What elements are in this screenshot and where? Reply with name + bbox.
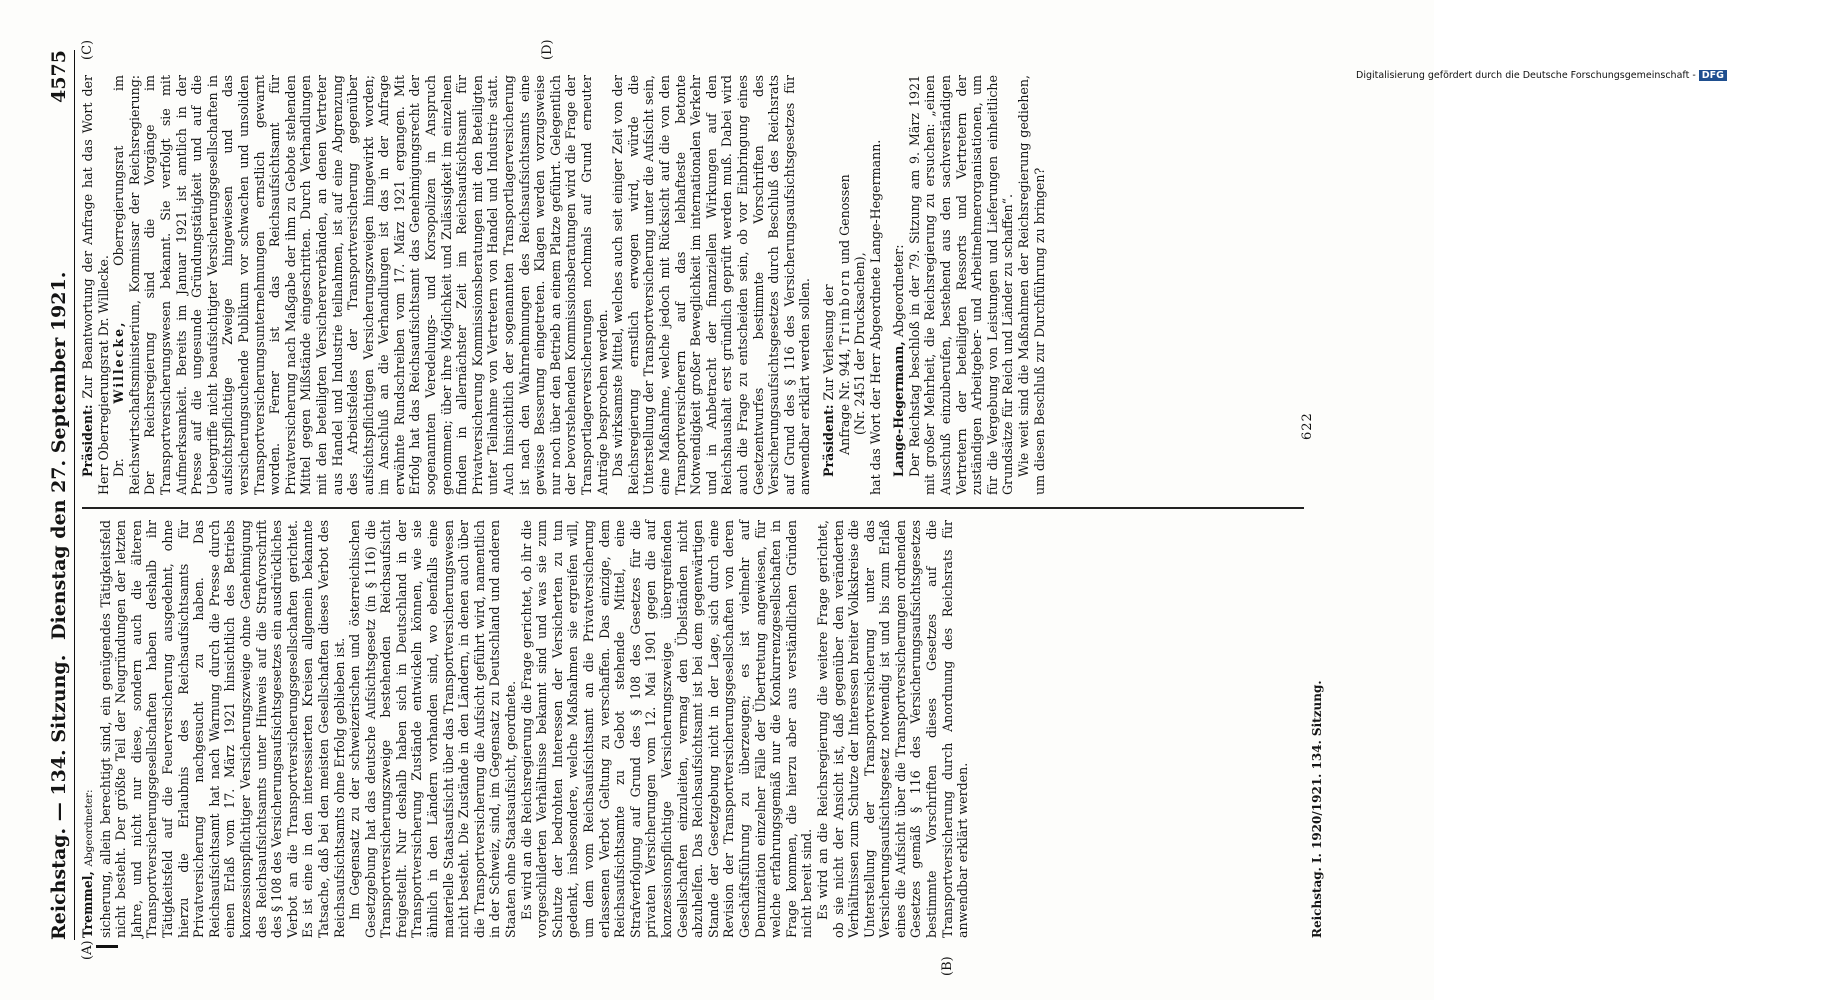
inquiry-line: (Nr. 2451 der Drucksachen),	[852, 252, 868, 435]
margin-bar	[96, 945, 118, 948]
paragraph: Es wird an die Reichsregierung die Frage gerichtet, ob ihr die vorgeschilderten Verhältnisse bekannt sind und was sie zum Schutze der bedrohten Interessen der Versicherten zu tun gedenkt, insbesondere, welche Maßnahmen sie ergreifen will, um dem vom Reichsaufsichtsamt an die Privatversicherung erlassenen Verbot Geltung zu verschaffen. Das einzige, dem Reichsaufsichtsamte zu Gebot stehende Mittel, eine Strafverfolgung auf Grund des § 108 des Gesetzes für die privaten Versicherungen vom 12. Mai 1901 gegen die auf konzessionspflichtige Versicherungszweige übergreifenden Gesellschaften einzuleiten, vermag den Übelständen nicht abzuhelfen. Das Reichsaufsichtsamt ist bei dem gegenwärtigen Stande der Gesetzgebung nicht in der Lage, sich durch eine Revision der Transportversicherungsgesellschaften von deren Geschäftsführung zu überzeugen; es ist vielmehr auf Denunziation einzelner Fälle der Übertretung angewiesen, für welche erfahrungsgemäß nur die Konkurrenzgesellschaften in Frage kommen, die hierzu aber aus verständlichen Gründen nicht bereit sind.	[518, 520, 815, 938]
margin-marker-c: (C)	[80, 39, 95, 60]
speaker-name: Präsident:	[820, 404, 836, 477]
speaker-name: Tremmel,	[80, 866, 95, 938]
speaker-role: Abgeordneter:	[83, 789, 95, 867]
margin-marker-b: (B)	[940, 956, 955, 976]
page-number: 4575	[48, 50, 70, 103]
paragraph: Wie weit sind die Maßnahmen der Reichsregierung gediehen, um diesen Beschluß zur Durchführung zu bringen?	[1016, 75, 1047, 495]
header-date: Dienstag den 27. September 1921.	[48, 271, 70, 640]
inquiry-coauthors: und Genossen	[836, 174, 852, 269]
paragraph-text: Oberregierungsrat im Reichswirtschaftsministerium, Kommissar der Reichsregierung: Der Reichsregierung sind die Vorgänge im Transportversicherungswesen bekannt. Sie verfolgt sie mit Aufmerksamkeit. Bereits im Januar 1921 ist amtlich in der Presse auf die ungesunde Gründungstätigkeit und auf die Uebergriffe nicht beaufsichtigter Versicherungsgesellschaften in aufsichtspflichtige Zweige hingewiesen und das versicherungsuchende Publikum vor schwachen und unsoliden Transportversicherungsunternehmungen ernstlich gewarnt worden. Ferner ist das Reichsaufsichtsamt für Privatversicherung nach Maßgabe der ihm zu Gebote stehenden Mittel gegen Mißstände eingeschritten. Durch Verhandlungen mit den beteiligten Versichererverbänden, an denen Vertreter aus Handel und Industrie teilnahmen, ist auf eine Abgrenzung des Arbeitsfeldes der Transportversicherung gegenüber aufsichtspflichtigen Versicherungszweigen hingewirkt worden; im Anschluß an die Verhandlungen ist das in der Anfrage erwähnte Rundschreiben vom 17. März 1921 ergangen. Mit Erfolg hat das Reichsaufsichtsamt das Genehmigungsrecht der sogenannten Veredelungs- und Korsopolizen in Anspruch genommen; über ihre Möglichkeit und Zulässigkeit im einzelnen finden in allernächster Zeit im Reichsaufsichtsamt für Privatversicherung Kommissionsberatungen mit den Beteiligten unter Teilnahme von Vertretern von Handel und Industrie statt. Auch hinsichtlich der sogenannten Transportlagerversicherung ist nach den Wahrnehmungen des Reichsaufsichtsamts eine gewisse Besserung eingetreten. Klagen werden vorzugsweise nur noch über den Betrieb an einem Platze geführt. Gelegentlich der bevorstehenden Kommissionsberatungen wird die Frage der Transportlagerversicherungen nochmals auf Grund erneuter Anträge besprochen werden.	[111, 75, 610, 495]
speaker-role: Abgeordneter:	[891, 244, 907, 342]
dfg-logo: DFG	[1699, 70, 1727, 81]
paragraph	[891, 75, 907, 495]
speaker-name: Präsident:	[80, 404, 95, 477]
paragraph: sicherung, allein berechtigt sind, ein genügendes Tätigkeitsfeld nicht besteht. Der größte Teil der Neugründungen der letzten Jahre, und nicht nur diese, sondern auch die älteren Transportversicherungsgesellschaften haben deshalb ihr Tätigkeitsfeld auf die Feuerversicherung ausgedehnt, ohne hierzu die Erlaubnis des Reichsaufsichtsamts für Privatversicherung nachgesucht zu haben. Das Reichsaufsichtsamt hat nach Warnung durch die Presse durch einen Erlaß vom 17. März 1921 hinsichtlich des Betriebs konzessionspflichtiger Versicherungszweige ohne Genehmigung des Reichsaufsichtsamts unter Hinweis auf die Strafvorschrift des § 108 des Versicherungsaufsichtsgesetzes ein ausdrückliches Verbot an die Transportversicherungsgesellschaften gerichtet. Es ist eine in den interessierten Kreisen allgemein bekannte Tatsache, daß bei den meisten Gesellschaften dieses Verbot des Reichsaufsichtsamts ohne Erfolg geblieben ist.	[97, 520, 347, 938]
funding-note	[1356, 70, 1826, 84]
margin-marker-a: (A)	[80, 940, 95, 960]
funding-text: Digitalisierung gefördert durch die Deutsche Forschungsgemeinschaft -	[1356, 70, 1696, 81]
paragraph	[80, 75, 111, 495]
paragraph-text: Zur Verlesung der	[820, 284, 836, 405]
paragraph	[111, 75, 610, 495]
margin-marker-d: (D)	[540, 39, 555, 60]
sheet-signature: 622	[1300, 412, 1315, 440]
paragraph: Im Gegensatz zu der schweizerischen und österreichischen Gesetzgebung hat das deutsche Aufsichtsgesetz (in § 116) die Transportversicherungszweige bestehenden Reichsaufsicht freigestellt. Nur deshalb haben sich in Deutschland in der Transportversicherung Zustände entwickeln können, wie sie ähnlich in den Ländern vorhanden sind, wo ebenfalls eine materielle Staatsaufsicht über das Transportversicherungswesen nicht besteht. Die Zustände in den Ländern, in denen auch über die Transportversicherung die Aufsicht geführt wird, namentlich in der Schweiz, sind, im Gegensatz zu Deutschland und anderen Staaten ohne Staatsaufsicht, geordnete.	[347, 520, 519, 938]
paragraph: Es wird an die Reichsregierung die weitere Frage gerichtet, ob sie nicht der Ansicht ist, daß gegenüber den veränderten Verhältnissen zum Schutze der Interessen breiter Volkskreise die Unterstellung der Transportversicherung unter das Versicherungsaufsichtsgesetz notwendig ist und bis zum Erlaß eines die Aufsicht über die Transportversicherungen ordnenden Gesetzes gemäß § 116 des Versicherungsaufsichtsgesetzes bestimmte Vorschriften dieses Gesetzes auf die Transportversicherung durch Anordnung des Reichsrats für anwendbar erklärt werden.	[814, 520, 971, 938]
header-left: Reichstag. — 134. Sitzung.	[48, 654, 70, 940]
left-column	[80, 520, 971, 938]
right-column	[80, 75, 1047, 495]
paragraph	[821, 75, 837, 495]
speaker-title: Dr.	[111, 403, 127, 477]
inquiry-number: Anfrage Nr. 944,	[836, 344, 852, 455]
paragraph-text: Zur Beantwortung der Anfrage hat das Wort der Herr Oberregierungsrat Dr. Willecke.	[80, 75, 111, 495]
inquiry-line	[837, 75, 853, 495]
paragraph: Der Reichstag beschloß in der 79. Sitzung am 9. März 1921 mit großer Mehrheit, die Reichsregierung zu ersuchen: „einen Ausschuß einzuberufen, bestehend aus den sachverständigen Vertretern der beteiligten Ressorts und Vertretern der zuständigen Arbeitgeber- und Arbeitnehmerorganisationen, um für die Vergebung von Leistungen und Lieferungen einheitliche Grundsätze für Reich und Länder zu schaffen“.	[906, 75, 1016, 495]
inquiry-author: Trimborn	[836, 268, 852, 345]
column-divider	[82, 507, 1304, 509]
paragraph: Das wirksamste Mittel, welches auch seit einiger Zeit von der Reichsregierung ernstlich erwogen wird, würde die Unterstellung der Transportversicherung unter die Aufsicht sein, eine Maßnahme, welche jedoch mit Rücksicht auf die von den Transportversicherern auf das lebhafteste betonte Notwendigkeit großer Beweglichkeit im internationalen Verkehr und in Anbetracht der finanziellen Wirkungen auf den Reichshaushalt erst gründlich geprüft werden muß. Dabei wird auch die Frage zu entscheiden sein, ob vor Einbringung eines Gesetzentwurfes bestimmte Vorschriften des Versicherungsaufsichtsgesetzes durch Beschluß des Reichsrats auf Grund des § 116 des Versicherungsaufsichtsgesetzes für anwendbar erklärt werden sollen.	[610, 75, 813, 495]
paragraph: hat das Wort der Herr Abgeordnete Lange-Hegermann.	[867, 139, 883, 495]
speaker-name: Lange-Hegermann,	[891, 341, 907, 477]
page-footer: Reichstag. I. 1920/1921. 134. Sitzung.	[1310, 680, 1324, 938]
speaker-heading	[80, 520, 98, 938]
page-header	[40, 50, 75, 940]
speaker-name: Willecke,	[111, 320, 127, 404]
